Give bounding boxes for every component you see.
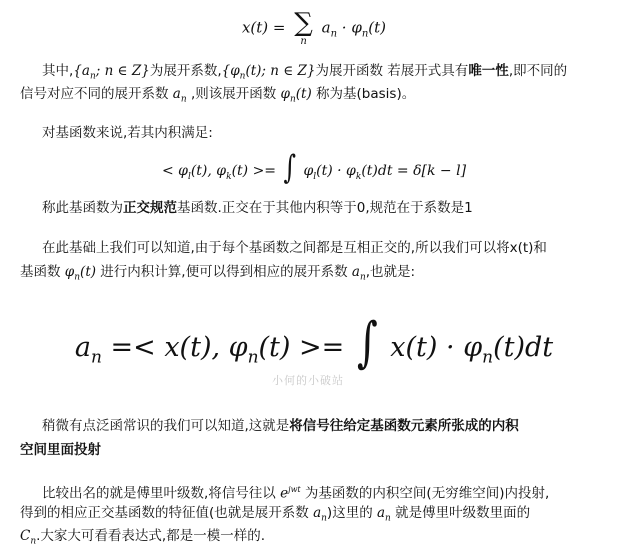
math-segment: (t)dt [493,332,554,363]
math-subscript: n [30,536,37,547]
math-subscript: n [385,513,391,524]
paragraph-3 [42,199,616,217]
math-segment: a [351,264,360,280]
text-segment: 进行内积计算,便可以得到相应的展开系数 [96,264,352,280]
math-subscript: n [239,71,246,82]
math-segment: {φ [221,63,240,79]
paragraph-2: 对基函数来说,若其内积满足: [42,125,213,141]
math-segment: φ [303,163,314,179]
paragraph-4-line-1: 在此基础上我们可以知道,由于每个基函数之间都是互相正交的,所以我们可以将x(t)和 [42,240,547,256]
math-segment: a [376,505,386,521]
watermark: 小何的小破站 [272,374,344,387]
text-segment: 为基函数的内积空间(无穷维空间)内投射, [300,485,550,502]
integral-symbol: ∫ [283,148,296,186]
integral-symbol: ∫ [356,311,378,375]
math-segment: (t) >= [258,332,345,363]
math-subscript: n [321,513,327,524]
math-subscript: l [187,171,191,182]
basis-subscript: n [361,28,369,40]
text-segment: ,即不同的 [508,63,568,79]
paragraph-5-line-2 [20,441,616,459]
text-segment: 称为基(basis)。 [311,86,416,102]
text-segment: 得到的相应正交基函数的特征值(也就是展开系数 [20,505,314,521]
text-segment: 其中, [42,63,74,79]
math-subscript: n [247,347,259,368]
text-segment: ,也就是: [365,264,416,280]
text-segment: 称此基函数为 [42,200,123,216]
paragraph-6-line-3 [20,527,616,551]
summation-index: n [300,36,307,47]
bold-text: 唯一性 [468,63,509,79]
math-segment: < φ [161,163,188,179]
math-segment: a [313,505,322,521]
math-segment: =< x(t), φ [101,332,248,363]
text-segment: 就是傅里叶级数里面的 [390,505,531,521]
text-segment: ,则该展开函数 [186,86,281,102]
orthonormal-condition-formula [0,148,628,192]
text-segment: )这里的 [326,505,377,521]
math-segment: (t) [80,264,97,280]
text-segment: 基函数.正交在于其他内积等于0,规范在于系数是1 [177,200,473,216]
paragraph-1-line-2 [20,85,616,109]
math-segment: φ [64,264,75,280]
paragraph-6-line-1 [42,481,616,503]
text-segment: 信号对应不同的展开系数 [20,86,173,102]
math-segment: (t), φ [190,163,227,179]
math-segment: ; n ∈ Z} [95,63,150,79]
math-segment: (t)dt = δ[k − l] [361,163,467,179]
text-segment: .大家大可看看表达式,都是一模一样的. [36,528,266,544]
math-segment: φ [280,86,290,102]
bold-text: 正交规范 [123,200,177,216]
math-subscript: k [226,171,232,182]
math-subscript: n [359,272,366,283]
math-segment: a [74,332,91,363]
basis-symbol: · φ [341,18,362,37]
bold-text: 空间里面投射 [20,442,101,458]
math-subscript: n [482,347,494,368]
text-segment: 比较出名的就是傅里叶级数,将信号往以 [42,485,281,502]
math-segment: C [20,528,31,544]
paragraph-6-line-2 [20,504,616,528]
math-segment: e [280,485,289,502]
math-subscript: n [74,272,81,283]
math-segment: {a [73,63,90,79]
math-segment: a [172,86,181,102]
math-subscript: l [313,171,317,182]
math-subscript: n [90,347,102,368]
summation-symbol: ∑ n [294,8,313,47]
paragraph-4-line-2 [20,263,616,287]
coefficient-symbol: a [321,18,331,37]
expansion-formula [0,10,628,50]
basis-argument: (t) [368,18,387,37]
text-segment: 基函数 [20,264,65,280]
text-segment: 为展开系数, [149,63,222,79]
paragraph-1-line-1 [42,62,616,86]
math-segment: x(t) · φ [390,332,483,363]
math-segment: (t) [295,86,312,102]
math-subscript: n [180,94,187,105]
text-segment: 稍微有点泛函常识的我们可以知道,这就是 [42,418,290,434]
paragraph-5-line-1 [42,417,616,435]
text-segment: 为展开函数 若展开式具有 [315,63,469,79]
math-segment: (t); n ∈ Z} [245,63,316,79]
math-subscript: n [289,94,296,105]
bold-text: 将信号往给定基函数元素所张成的内积 [289,418,519,434]
math-segment: (t) >= [231,163,277,179]
math-subscript: n [89,71,96,82]
math-superscript: jwt [288,485,301,494]
coefficient-subscript: n [330,28,338,40]
formula-lhs: x(t) = [241,18,286,37]
math-segment: (t) · φ [316,163,356,179]
math-subscript: k [355,171,362,182]
